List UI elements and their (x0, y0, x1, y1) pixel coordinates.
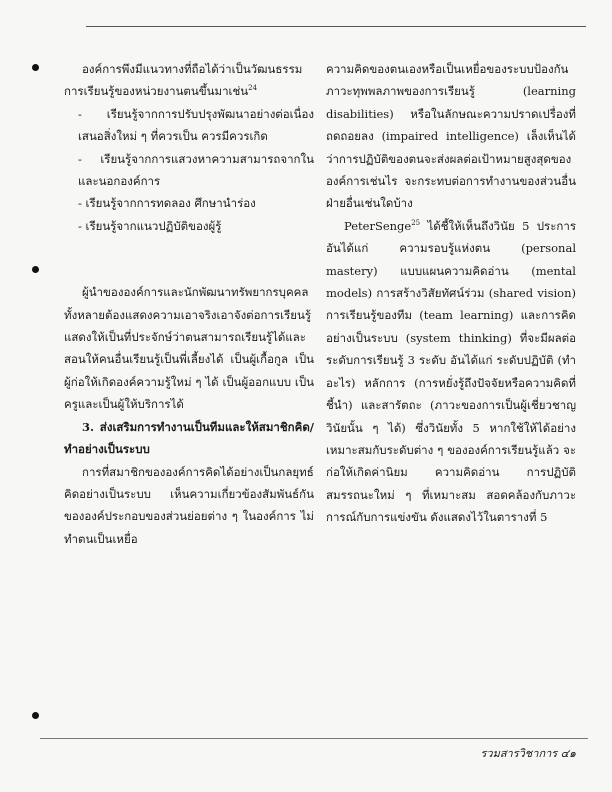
list-item: - เรียนรู้จากแนวปฏิบัติของผู้รู้ (78, 218, 222, 233)
footnote-ref-24: 24 (248, 84, 258, 93)
list-item: - เรียนรู้จากการทดลอง ศึกษานำร่อง (78, 196, 256, 211)
left-paragraph-1 (64, 58, 314, 103)
list-item: - เรียนรู้จากการปรับปรุงพัฒนาอย่างต่อเนื่อง เสนอสิ่งใหม่ ๆ ที่ควรเป็น ควรมีควรเกิด (78, 106, 314, 144)
left-column (64, 58, 314, 550)
right-paragraph-2 (326, 215, 576, 529)
bottom-rule (40, 738, 588, 739)
author-name: PeterSenge (344, 218, 412, 233)
right-column (326, 58, 576, 529)
binder-hole-dot-middle (32, 266, 39, 273)
list-item: - เรียนรู้จากการแสวงหาความสามารถจากในและนอกองค์การ (78, 151, 314, 189)
page-footer-label: รวมสารวิชาการ ๔๑ (480, 747, 576, 760)
right-paragraph-1: ความคิดของตนเองหรือเป็นเหยื่อของระบบป้องกันภาวะทุพพลภาพของการเรียนรู้ (learning disabilities) หรือในลักษณะความปราดเปรื่องที่ถดถอยลง (impaired intelligence) เล็งเห็นได้ว่าการปฏิบัติของตนจะส่งผลต่อเป้าหมายสูงสุดขององค์การเช่นไร จะกระทบต่อการทำงานของส่วนอื่น ฝ่ายอื่นเช่นใดบ้าง (326, 62, 576, 211)
left-paragraph-1-text: องค์การพึงมีแนวทางที่ถือได้ว่าเป็นวัฒนธรรมการเรียนรู้ของหน่วยงานตนขึ้นมาเช่น (64, 62, 303, 99)
section-heading: 3. ส่งเสริมการทำงานเป็นทีมและให้สมาชิกคิด/ทำอย่างเป็นระบบ (64, 419, 314, 457)
footnote-ref-25: 25 (411, 219, 421, 228)
top-rule (86, 26, 586, 27)
binder-hole-dot-bottom (32, 712, 39, 719)
left-paragraph-2: ผู้นำขององค์การและนักพัฒนาทรัพยากรบุคคลทั้งหลายต้องแสดงความเอาจริงเอาจังต่อการเรียนรู้ แสดงให้เป็นที่ประจักษ์ว่าตนสามารถเรียนรู้ได้และสอนให้คนอื่นเรียนรู้เป็นพี่เลี้ยงได้ เป็นผู้เกื้อกูล เป็นผู้ก่อให้เกิดองค์ความรู้ใหม่ ๆ ได้ เป็นผู้ออกแบบ เป็นครูและเป็นผู้ให้บริการได้ (64, 285, 314, 412)
left-paragraph-3: การที่สมาชิกขององค์การคิดได้อย่างเป็นกลยุทธ์ คิดอย่างเป็นระบบ เห็นความเกี่ยวข้องสัมพันธ์กันขององค์ประกอบของส่วนย่อยต่าง ๆ ในองค์การ ไม่ทำตนเป็นเหยื่อ (64, 464, 314, 546)
binder-hole-dot-top (32, 64, 39, 71)
right-paragraph-2-text: ได้ชี้ให้เห็นถึงวินัย 5 ประการอันได้แก่ ความรอบรู้แห่งตน (personal mastery) แบบแผนความคิดอ่าน (mental models) การสร้างวิสัยทัศน์ร่วม (shared vision) การเรียนรู้ของทีม (team learning) และการคิดอย่างเป็นระบบ (system thinking) ที่จะมีผลต่อระดับการเรียนรู้ 3 ระดับ อันได้แก่ ระดับปฏิบัติ (ทำอะไร) หลักการ (การหยั่งรู้ถึงปัจจัยหรือความคิดที่ชี้นำ) และสารัตถะ (ภาวะของการเป็นผู้เชี่ยวชาญวินัยนั้น ๆ ได้) ซึ่งวินัยทั้ง 5 หากใช้ให้ได้อย่างเหมาะสมกับระดับต่าง ๆ ขององค์การเรียนรู้แล้ว จะก่อให้เกิดค่านิยม ความคิดอ่าน การปฏิบัติ สมรรถนะใหม่ ๆ ที่เหมาะสม สอดคล้องกับภาวะการณ์กับการแข่งขัน ดังแสดงไว้ในตารางที่ 5 (326, 218, 576, 525)
